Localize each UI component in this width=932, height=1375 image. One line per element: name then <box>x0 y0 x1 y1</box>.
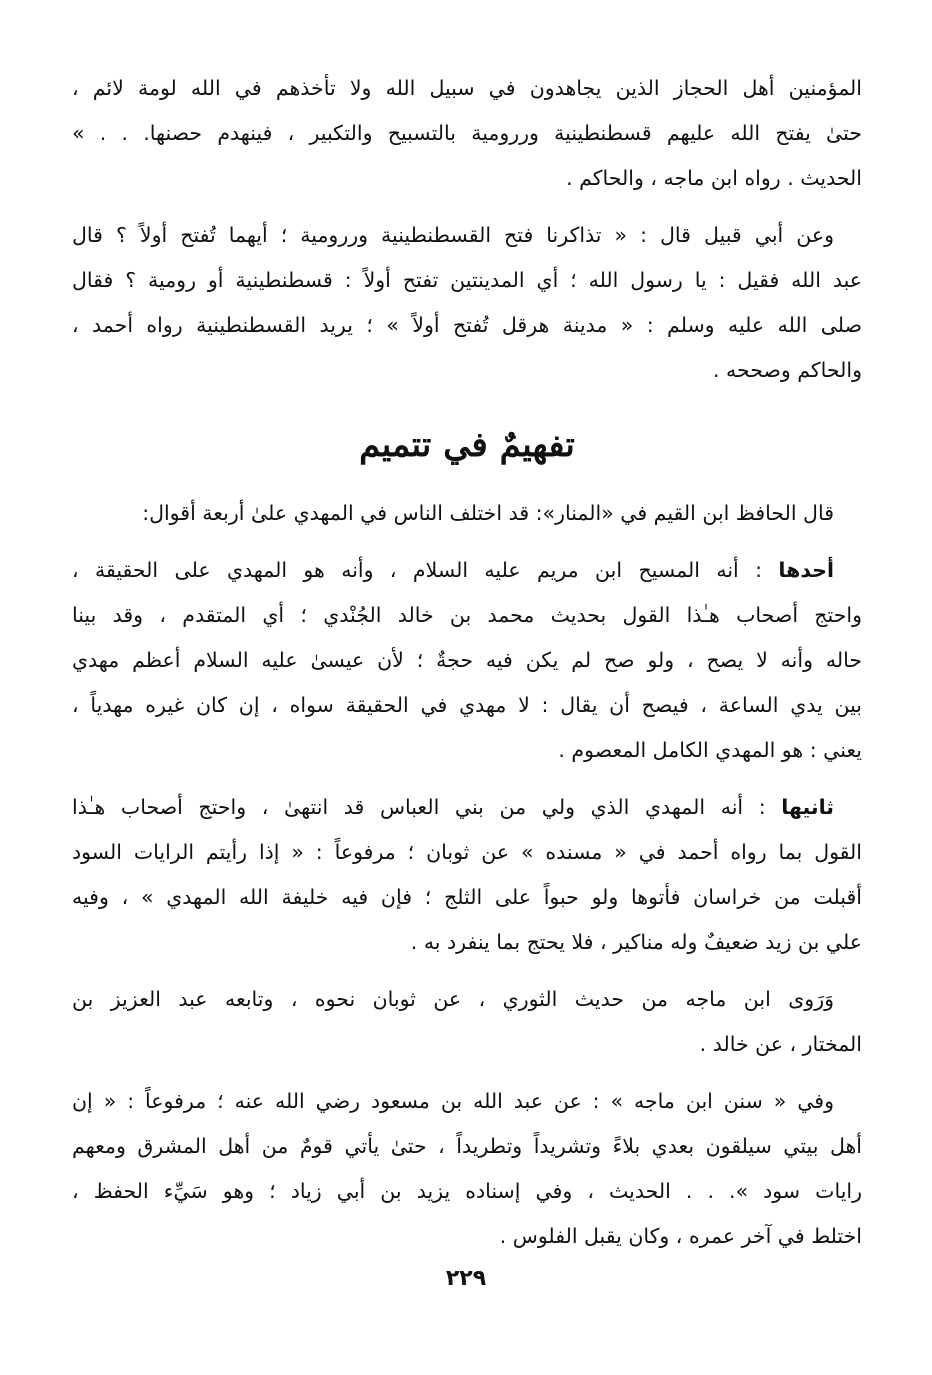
text-line <box>72 1214 862 1259</box>
page-body <box>72 66 862 1271</box>
text-line <box>72 1169 862 1214</box>
line-text: وفي « سنن ابن ماجه » : عن عبد الله بن مسعود رضي الله عنه ؛ مرفوعاً : « إن <box>72 1089 834 1113</box>
page-number: ٢٢٩ <box>445 1266 487 1291</box>
text-line <box>72 1022 862 1067</box>
line-text: : أنه المهدي الذي ولي من بني العباس قد انتهىٰ ، واحتج أصحاب هـٰذا <box>72 795 766 819</box>
text-line <box>72 213 862 258</box>
text-line <box>72 491 862 536</box>
text-line <box>72 785 862 830</box>
line-text: المختار ، عن خالد . <box>699 1032 862 1056</box>
paragraph-lead: ثانيها <box>781 795 834 819</box>
line-text: بين يدي الساعة ، فيصح أن يقال : لا مهدي في الحقيقة سواه ، إن كان غيره مهدياً ، <box>72 693 862 717</box>
text-line <box>72 303 862 348</box>
text-line <box>72 258 862 303</box>
paragraph <box>72 785 862 965</box>
paragraph <box>72 213 862 393</box>
line-text: الحديث . رواه ابن ماجه ، والحاكم . <box>566 166 862 190</box>
line-text: أهل بيتي سيلقون بعدي بلاءً وتشريداً وتطريداً ، حتىٰ يأتي قومٌ من أهل المشرق ومعهم <box>72 1134 862 1158</box>
line-text: المؤمنين أهل الحجاز الذين يجاهدون في سبيل الله ولا تأخذهم في الله لومة لائم ، <box>72 76 862 100</box>
line-text: علي بن زيد ضعيفٌ وله مناكير ، فلا يحتج بما ينفرد به . <box>410 930 862 954</box>
line-text: والحاكم وصححه . <box>712 358 862 382</box>
paragraph <box>72 977 862 1067</box>
bottom-text-block <box>72 491 862 1259</box>
section-heading: تفهيمٌ في تتميم <box>359 425 575 465</box>
text-line <box>72 1079 862 1124</box>
paragraph <box>72 1079 862 1259</box>
paragraph-lead: أحدها <box>778 558 834 582</box>
text-line <box>72 156 862 201</box>
text-line <box>72 111 862 156</box>
paragraph <box>72 66 862 201</box>
line-text: يعني : هو المهدي الكامل المعصوم . <box>558 738 862 762</box>
line-text: رايات سود ». . . الحديث ، وفي إسناده يزيد بن أبي زياد ؛ وهو سَيِّء الحفظ ، <box>72 1179 862 1203</box>
paragraph <box>72 548 862 773</box>
text-line <box>72 638 862 683</box>
text-line <box>72 1124 862 1169</box>
line-text: قال الحافظ ابن القيم في «المنار»: قد اختلف الناس في المهدي علىٰ أربعة أقوال: <box>142 501 834 525</box>
line-text: وَرَوى ابن ماجه من حديث الثوري ، عن ثوبان نحوه ، وتابعه عبد العزيز بن <box>72 987 834 1011</box>
line-text: القول بما رواه أحمد في « مسنده » عن ثوبان ؛ مرفوعاً : « إذا رأيتم الرايات السود <box>72 840 862 864</box>
text-line <box>72 548 862 593</box>
text-line <box>72 977 862 1022</box>
text-line <box>72 66 862 111</box>
text-line <box>72 830 862 875</box>
line-text: وعن أبي قبيل قال : « تذاكرنا فتح القسطنطينية وررومية ؛ أيهما تُفتح أولاً ؟ قال <box>72 223 834 247</box>
text-line <box>72 728 862 773</box>
line-text: صلى الله عليه وسلم : « مدينة هرقل تُفتح أولاً » ؛ يريد القسطنطينية رواه أحمد ، <box>72 313 862 337</box>
text-line <box>72 348 862 393</box>
text-line <box>72 920 862 965</box>
line-text: : أنه المسيح ابن مريم عليه السلام ، وأنه هو المهدي على الحقيقة ، <box>72 558 763 582</box>
top-text-block <box>72 66 862 393</box>
text-line <box>72 593 862 638</box>
text-line <box>72 875 862 920</box>
line-text: واحتج أصحاب هـٰذا القول بحديث محمد بن خالد الجُنْدي ؛ أي المتقدم ، وقد بينا <box>72 603 862 627</box>
paragraph <box>72 491 862 536</box>
line-text: أقبلت من خراسان فأتوها ولو حبواً على الثلج ؛ فإن فيه خليفة الله المهدي » ، وفيه <box>72 885 862 909</box>
text-line <box>72 683 862 728</box>
line-text: عبد الله فقيل : يا رسول الله ؛ أي المدينتين تفتح أولاً : قسطنطينية أو رومية ؟ فقال <box>72 268 862 292</box>
line-text: اختلط في آخر عمره ، وكان يقبل الفلوس . <box>499 1224 862 1248</box>
line-text: حتىٰ يفتح الله عليهم قسطنطينية وررومية بالتسبيح والتكبير ، فينهدم حصنها. . . » <box>72 121 862 145</box>
line-text: حاله وأنه لا يصح ، ولو صح لم يكن فيه حجةٌ ؛ لأن عيسىٰ عليه السلام أعظم مهدي <box>72 648 862 672</box>
